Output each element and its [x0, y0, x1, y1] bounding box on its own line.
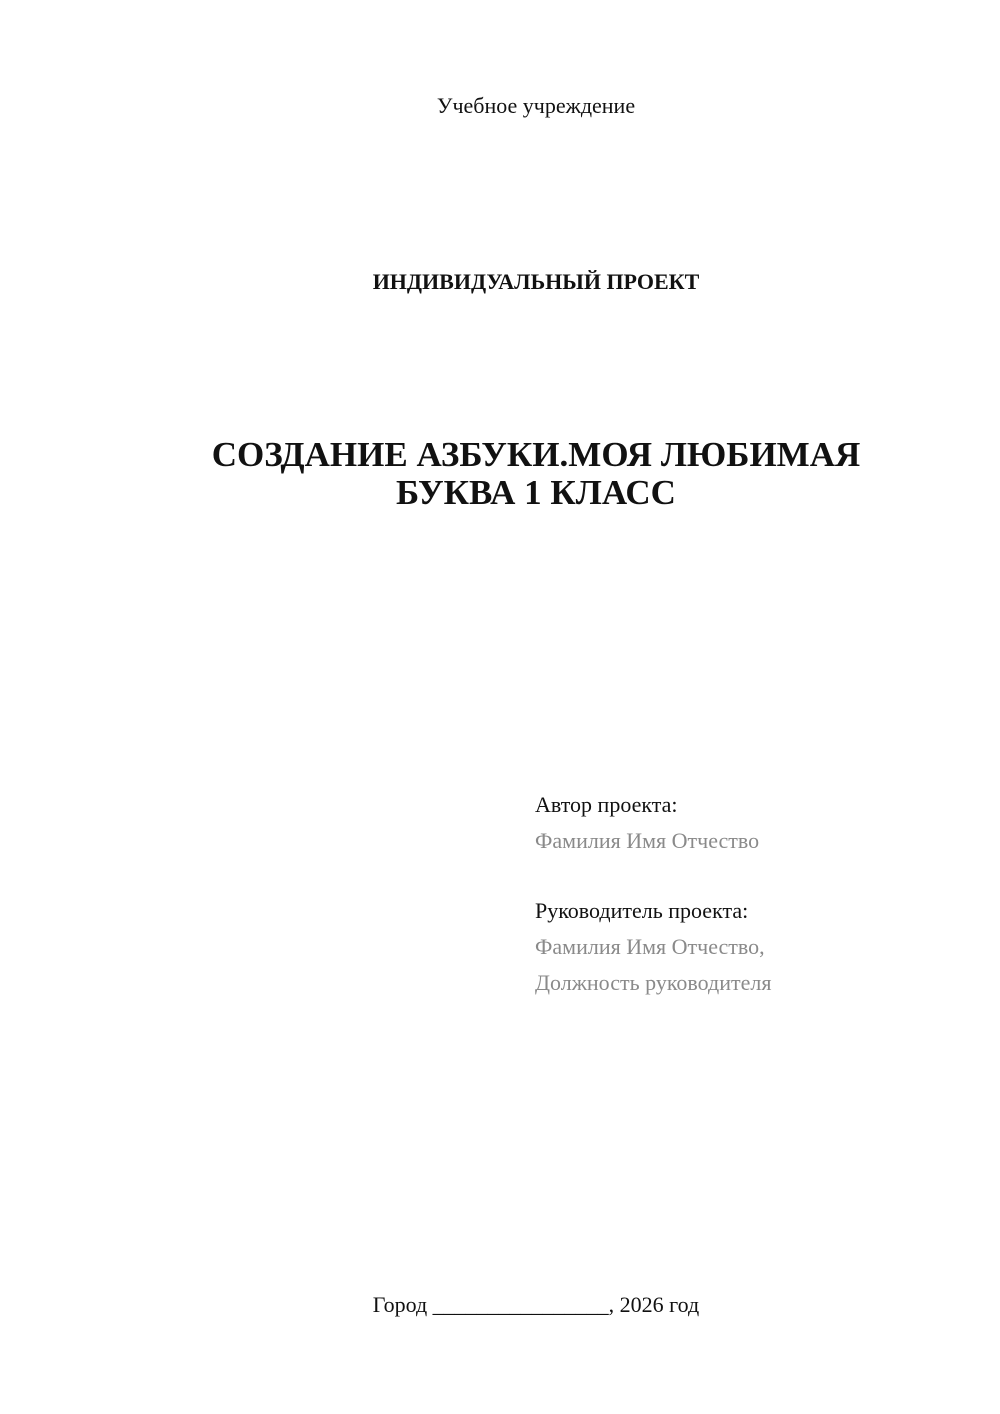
credits-spacer	[535, 859, 975, 893]
supervisor-position-placeholder: Должность руководителя	[535, 970, 772, 995]
project-title-line-2: БУКВА 1 КЛАСС	[396, 473, 676, 512]
supervisor-label: Руководитель проекта:	[535, 898, 749, 923]
project-title	[0, 436, 1000, 512]
document-type-heading: ИНДИВИДУАЛЬНЫЙ ПРОЕКТ	[372, 269, 700, 294]
project-title-line-1: СОЗДАНИЕ АЗБУКИ.МОЯ ЛЮБИМАЯ	[211, 435, 861, 474]
supervisor-name-placeholder: Фамилия Имя Отчество,	[535, 934, 765, 959]
project-credits	[535, 787, 975, 1001]
author-name-placeholder: Фамилия Имя Отчество	[535, 828, 760, 853]
author-label: Автор проекта:	[535, 792, 678, 817]
institution-name: Учебное учреждение	[436, 93, 636, 118]
city-year-line: Город ________________, 2026 год	[372, 1292, 700, 1317]
